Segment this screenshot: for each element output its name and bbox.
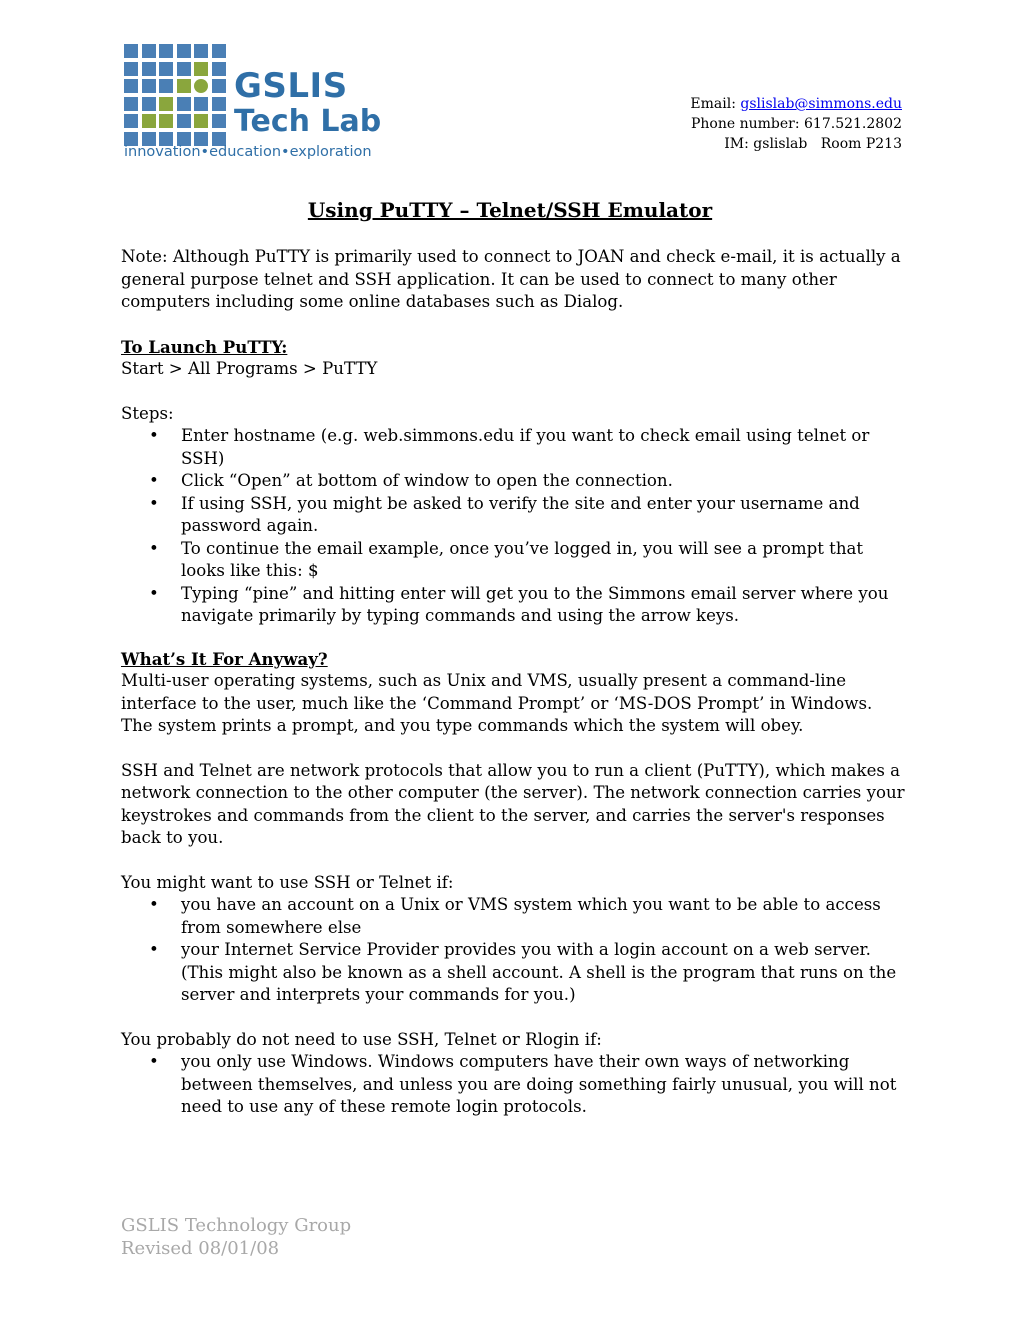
step-item: • Typing “pine” and hitting enter will get you to the Simmons email server where you navigate primarily by typing commands and using the arrow keys. (121, 583, 906, 628)
logo-square (177, 97, 191, 111)
logo-square (177, 114, 191, 128)
document-body (121, 246, 906, 1119)
logo-subtitle: Tech Lab (234, 104, 382, 139)
logo-square (194, 62, 208, 76)
email-link[interactable]: gslislab@simmons.edu (740, 96, 902, 112)
might-want-list (121, 894, 906, 1007)
page-title: Using PuTTY – Telnet/SSH Emulator (307, 198, 713, 222)
step-item: • If using SSH, you might be asked to verify the site and enter your username and password again. (121, 493, 906, 538)
list-item: • you have an account on a Unix or VMS system which you want to be able to access from somewhere else (121, 894, 906, 939)
logo-square (124, 79, 138, 93)
logo-square (159, 114, 173, 128)
footer-group: GSLIS Technology Group (121, 1215, 352, 1236)
logo-square (212, 114, 226, 128)
step-item: • Enter hostname (e.g. web.simmons.edu if you want to check email using telnet or SSH) (121, 425, 906, 470)
step-item: • To continue the email example, once you’ve logged in, you will see a prompt that looks like this: $ (121, 538, 906, 583)
launch-heading: To Launch PuTTY: (121, 336, 288, 357)
gslis-tech-lab-logo (124, 44, 386, 164)
contact-phone: Phone number: 617.521.2802 (690, 116, 902, 132)
footer-revised: Revised 08/01/08 (121, 1238, 280, 1259)
launch-path: Start > All Programs > PuTTY (121, 359, 378, 378)
logo-title: GSLIS (234, 66, 348, 106)
logo-square (212, 79, 226, 93)
not-need-list (121, 1051, 906, 1119)
logo-square (177, 44, 191, 58)
logo-square (194, 97, 208, 111)
email-label: Email: (690, 96, 741, 112)
logo-square (159, 79, 173, 93)
logo-square (194, 114, 208, 128)
contact-im: IM: gslislab Room P213 (724, 136, 902, 152)
whats-for-paragraph-1: Multi-user operating systems, such as Unix and VMS, usually present a command-line interface to the user, much like the ‘Command Prompt’ or ‘MS-DOS Prompt’ in Windows. The system prints a prompt, and you type commands which the system will obey. (121, 671, 873, 735)
logo-square (124, 62, 138, 76)
logo-square (142, 62, 156, 76)
logo-square (124, 114, 138, 128)
logo-square (212, 44, 226, 58)
logo-square (142, 44, 156, 58)
logo-square (212, 62, 226, 76)
logo-square (124, 97, 138, 111)
contact-email-line (690, 94, 902, 114)
step-item: • Click “Open” at bottom of window to open the connection. (121, 470, 906, 493)
logo-square (194, 44, 208, 58)
list-item: • you only use Windows. Windows computers have their own ways of networking between themselves, and unless you are doing something fairly unusual, you will not need to use any of these remote login protocols. (121, 1051, 906, 1119)
logo-square (142, 114, 156, 128)
contact-info (690, 94, 902, 154)
logo-square (177, 79, 191, 93)
logo-square (142, 79, 156, 93)
whats-for-heading: What’s It For Anyway? (121, 648, 328, 669)
logo-dot (194, 79, 208, 93)
logo-square (142, 97, 156, 111)
whats-for-paragraph-2: SSH and Telnet are network protocols that allow you to run a client (PuTTY), which makes a network connection to the other computer (the server). The network connection carries your keystrokes and commands from the client to the server, and carries the server's responses back to you. (121, 760, 905, 847)
logo-square (177, 62, 191, 76)
logo-square (124, 44, 138, 58)
logo-square (159, 97, 173, 111)
note-paragraph: Note: Although PuTTY is primarily used to connect to JOAN and check e-mail, it is actually a general purpose telnet and SSH application. It can be used to connect to many other computers including some online databases such as Dialog. (121, 247, 901, 311)
logo-square (212, 97, 226, 111)
logo-square (159, 62, 173, 76)
list-item: • your Internet Service Provider provides you with a login account on a web server. (This might also be known as a shell account. A shell is the program that runs on the server and interprets your commands for you.) (121, 939, 906, 1007)
logo-square (159, 44, 173, 58)
steps-list (121, 425, 906, 628)
steps-label: Steps: (121, 403, 174, 423)
might-want-label: You might want to use SSH or Telnet if: (121, 872, 454, 892)
logo-tagline: innovation•education•exploration (124, 144, 372, 160)
footer (121, 1214, 351, 1260)
not-need-label: You probably do not need to use SSH, Telnet or Rlogin if: (121, 1029, 602, 1049)
